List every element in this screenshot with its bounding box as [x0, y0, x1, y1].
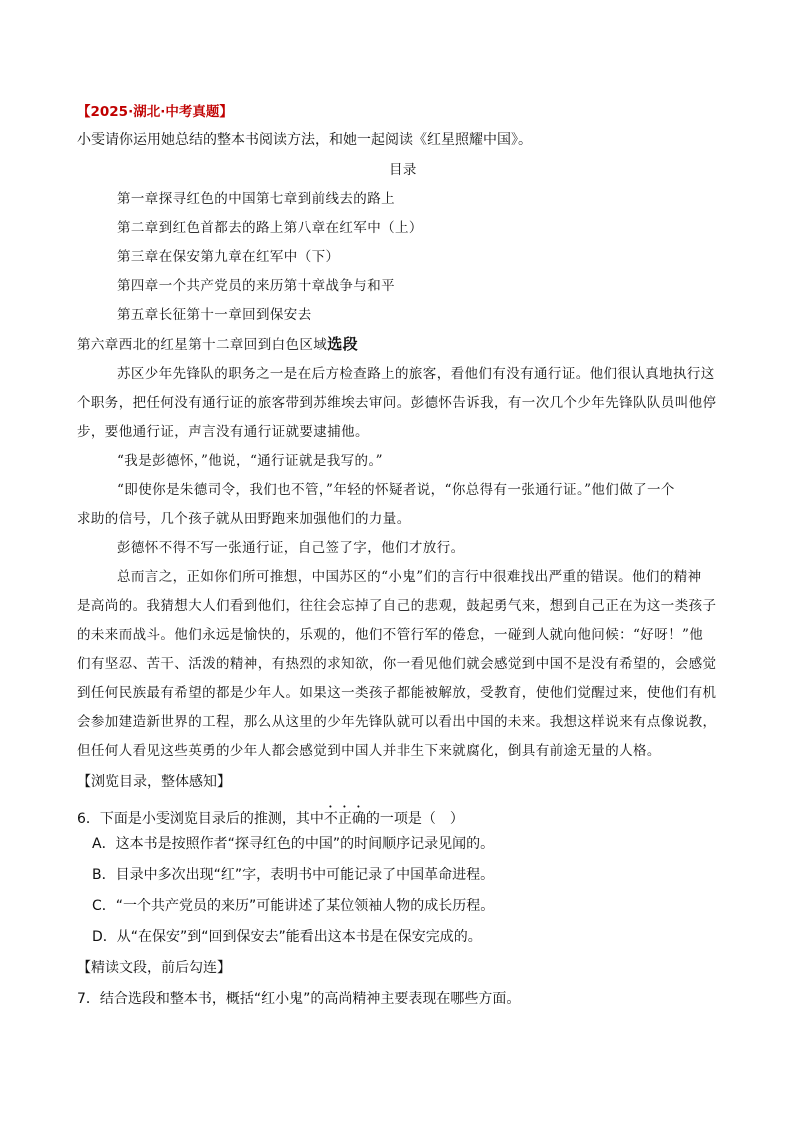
toc-line: 第三章在保安第九章在红军中（下）	[117, 249, 340, 265]
exam-source-tag: 【2025·湖北·中考真题】	[77, 104, 233, 120]
section-heading-close-reading: 【精读文段，前后勾连】	[77, 960, 231, 976]
passage-line: “即使你是朱德司令，我们也不管，”年轻的怀疑者说，“你总得有一张通行证。”他们做了一个	[117, 482, 675, 498]
passage-line: 会参加建造新世界的工程，那么从这里的少年先锋队就可以看出中国的未来。我想这样说来有点像说教，	[77, 714, 717, 730]
passage-line: 总而言之，正如你们所可推想，中国苏区的“小鬼”们的言行中很难找出严重的错误。他们的精神	[117, 569, 702, 585]
passage-line: 们有坚忍、苦干、活泼的精神，有热烈的求知欲，你一看见他们就会感觉到中国不是没有希望的，会感觉	[77, 656, 717, 672]
question-6-suffix: 的一项是（ ）	[365, 811, 464, 827]
excerpt-label: 选段	[327, 335, 359, 353]
question-6-option-d: D．从“在保安”到“回到保安去”能看出这本书是在保安完成的。	[92, 929, 482, 945]
section-heading-browse: 【浏览目录，整体感知】	[77, 774, 231, 790]
question-6-option-b: B．目录中多次出现“红”字，表明书中可能记录了中国革命进程。	[92, 867, 495, 883]
toc-line-last	[77, 334, 358, 355]
question-7-stem: 7．结合选段和整本书，概括“红小鬼”的高尚精神主要表现在哪些方面。	[77, 991, 521, 1007]
toc-line: 第二章到红色首都去的路上第八章在红军中（上）	[117, 220, 423, 236]
passage-line: “我是彭德怀，”他说，“通行证就是我写的。”	[117, 453, 383, 469]
question-6-stem	[77, 803, 464, 829]
question-6-emphasis: 不正确	[323, 811, 366, 827]
toc-title: 目录	[389, 162, 417, 178]
passage-line: 的未来而战斗。他们永远是愉快的，乐观的，他们不管行军的倦怠，一碰到人就向他问候：“好呀！”他	[77, 627, 704, 643]
passage-line: 是高尚的。我猜想大人们看到他们，往往会忘掉了自己的悲观，鼓起勇气来，想到自己正在为这一类孩子	[77, 598, 717, 614]
passage-line: 到任何民族最有希望的都是少年人。如果这一类孩子都能被解放，受教育，使他们觉醒过来，使他们有机	[77, 685, 717, 701]
toc-line-text: 第六章西北的红星第十二章回到白色区域	[77, 337, 328, 353]
passage-line: 求助的信号，几个孩子就从田野跑来加强他们的力量。	[77, 511, 411, 527]
question-6-option-a: A．这本书是按照作者“探寻红色的中国”的时间顺序记录见闻的。	[92, 836, 495, 852]
toc-line: 第五章长征第十一章回到保安去	[117, 307, 312, 323]
passage-line: 彭德怀不得不写一张通行证，自己签了字，他们才放行。	[117, 540, 465, 556]
intro-text: 小雯请你运用她总结的整本书阅读方法，和她一起阅读《红星照耀中国》。	[77, 132, 532, 148]
passage-line: 但任何人看见这些英勇的少年人都会感觉到中国人并非生下来就腐化，倒具有前途无量的人格。	[77, 743, 661, 759]
passage-line: 个职务，把任何没有通行证的旅客带到苏维埃去审问。彭德怀告诉我，有一次几个少年先锋队队员叫他停	[77, 395, 717, 411]
question-6-option-c: C．“一个共产党员的来历”可能讲述了某位领袖人物的成长历程。	[92, 898, 495, 914]
toc-line: 第四章一个共产党员的来历第十章战争与和平	[117, 278, 395, 294]
toc-line: 第一章探寻红色的中国第七章到前线去的路上	[117, 191, 395, 207]
passage-line: 苏区少年先锋队的职务之一是在后方检查路上的旅客，看他们有没有通行证。他们很认真地执行这	[117, 366, 715, 382]
passage-line: 步，要他通行证，声言没有通行证就要逮捕他。	[77, 424, 369, 440]
question-6-prefix: 6．下面是小雯浏览目录后的推测，其中	[77, 811, 324, 827]
